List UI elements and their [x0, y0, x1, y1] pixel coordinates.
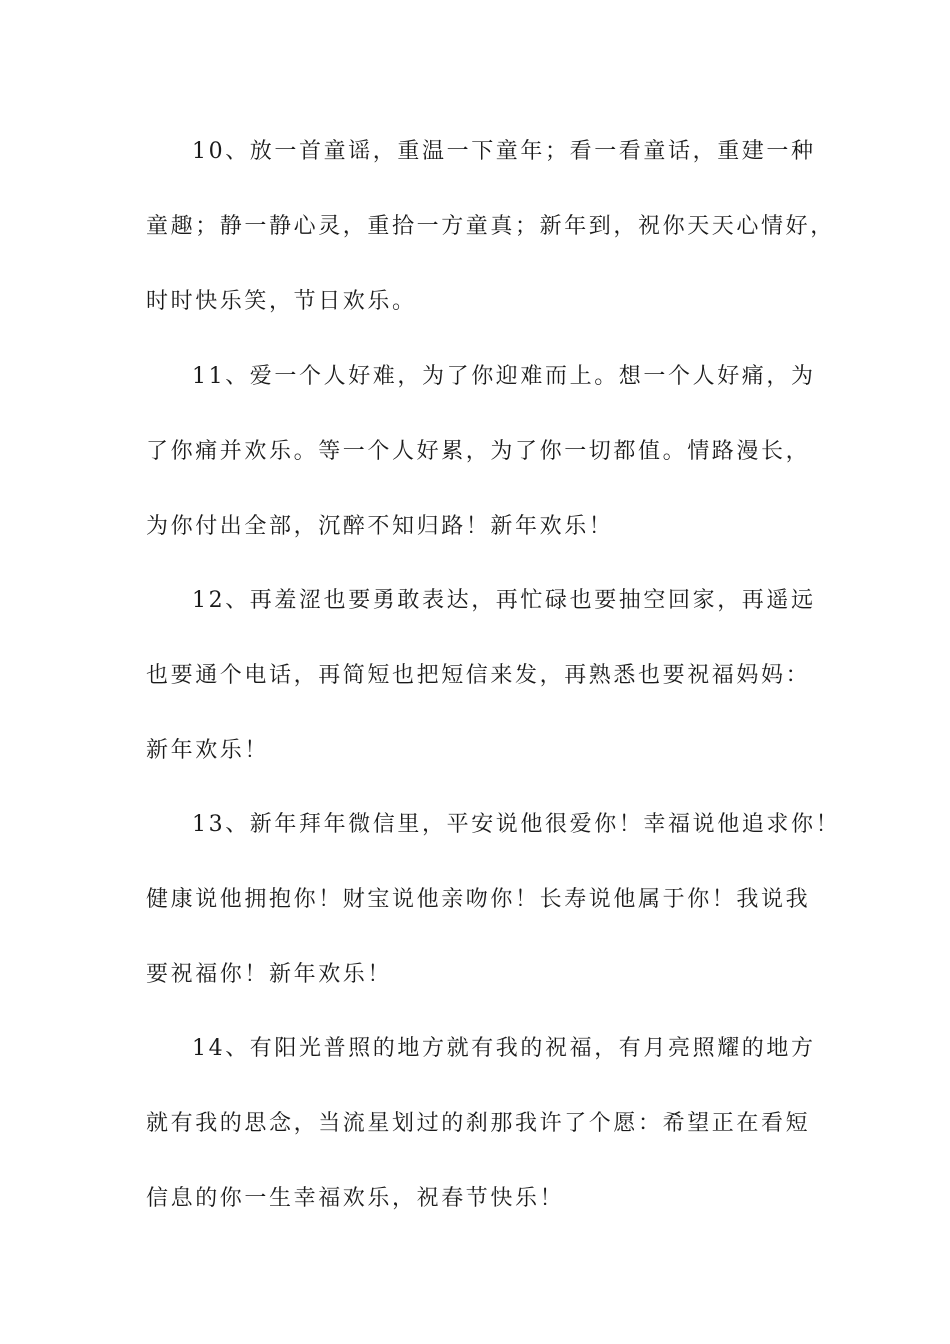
- paragraph-12-line-1: 12、再羞涩也要勇敢表达，再忙碌也要抽空回家，再遥远: [192, 588, 816, 613]
- paragraph-10-line-1: 10、放一首童谣，重温一下童年；看一看童话，重建一种: [192, 139, 816, 164]
- paragraph-13-line-3: 要祝福你！新年欢乐！: [146, 962, 393, 987]
- paragraph-14-line-3: 信息的你一生幸福欢乐，祝春节快乐！: [146, 1186, 565, 1211]
- paragraph-11-line-2: 了你痛并欢乐。等一个人好累，为了你一切都值。情路漫长，: [146, 439, 811, 464]
- paragraph-12-line-3: 新年欢乐！: [146, 738, 270, 763]
- paragraph-10-line-2: 童趣；静一静心灵，重拾一方童真；新年到，祝你天天心情好，: [146, 214, 835, 239]
- paragraph-13-line-1: 13、新年拜年微信里，平安说他很爱你！幸福说他追求你！: [192, 812, 841, 837]
- paragraph-14-line-2: 就有我的思念，当流星划过的刹那我许了个愿：希望正在看短: [146, 1111, 811, 1136]
- paragraph-14-line-1: 14、有阳光普照的地方就有我的祝福，有月亮照耀的地方: [192, 1036, 816, 1061]
- paragraph-10-line-3: 时时快乐笑，节日欢乐。: [146, 289, 417, 314]
- paragraph-11-line-3: 为你付出全部，沉醉不知归路！新年欢乐！: [146, 514, 614, 539]
- paragraph-11-line-1: 11、爱一个人好难，为了你迎难而上。想一个人好痛，为: [192, 364, 816, 389]
- paragraph-13-line-2: 健康说他拥抱你！财宝说他亲吻你！长寿说他属于你！我说我: [146, 887, 811, 912]
- paragraph-12-line-2: 也要通个电话，再简短也把短信来发，再熟悉也要祝福妈妈：: [146, 663, 811, 688]
